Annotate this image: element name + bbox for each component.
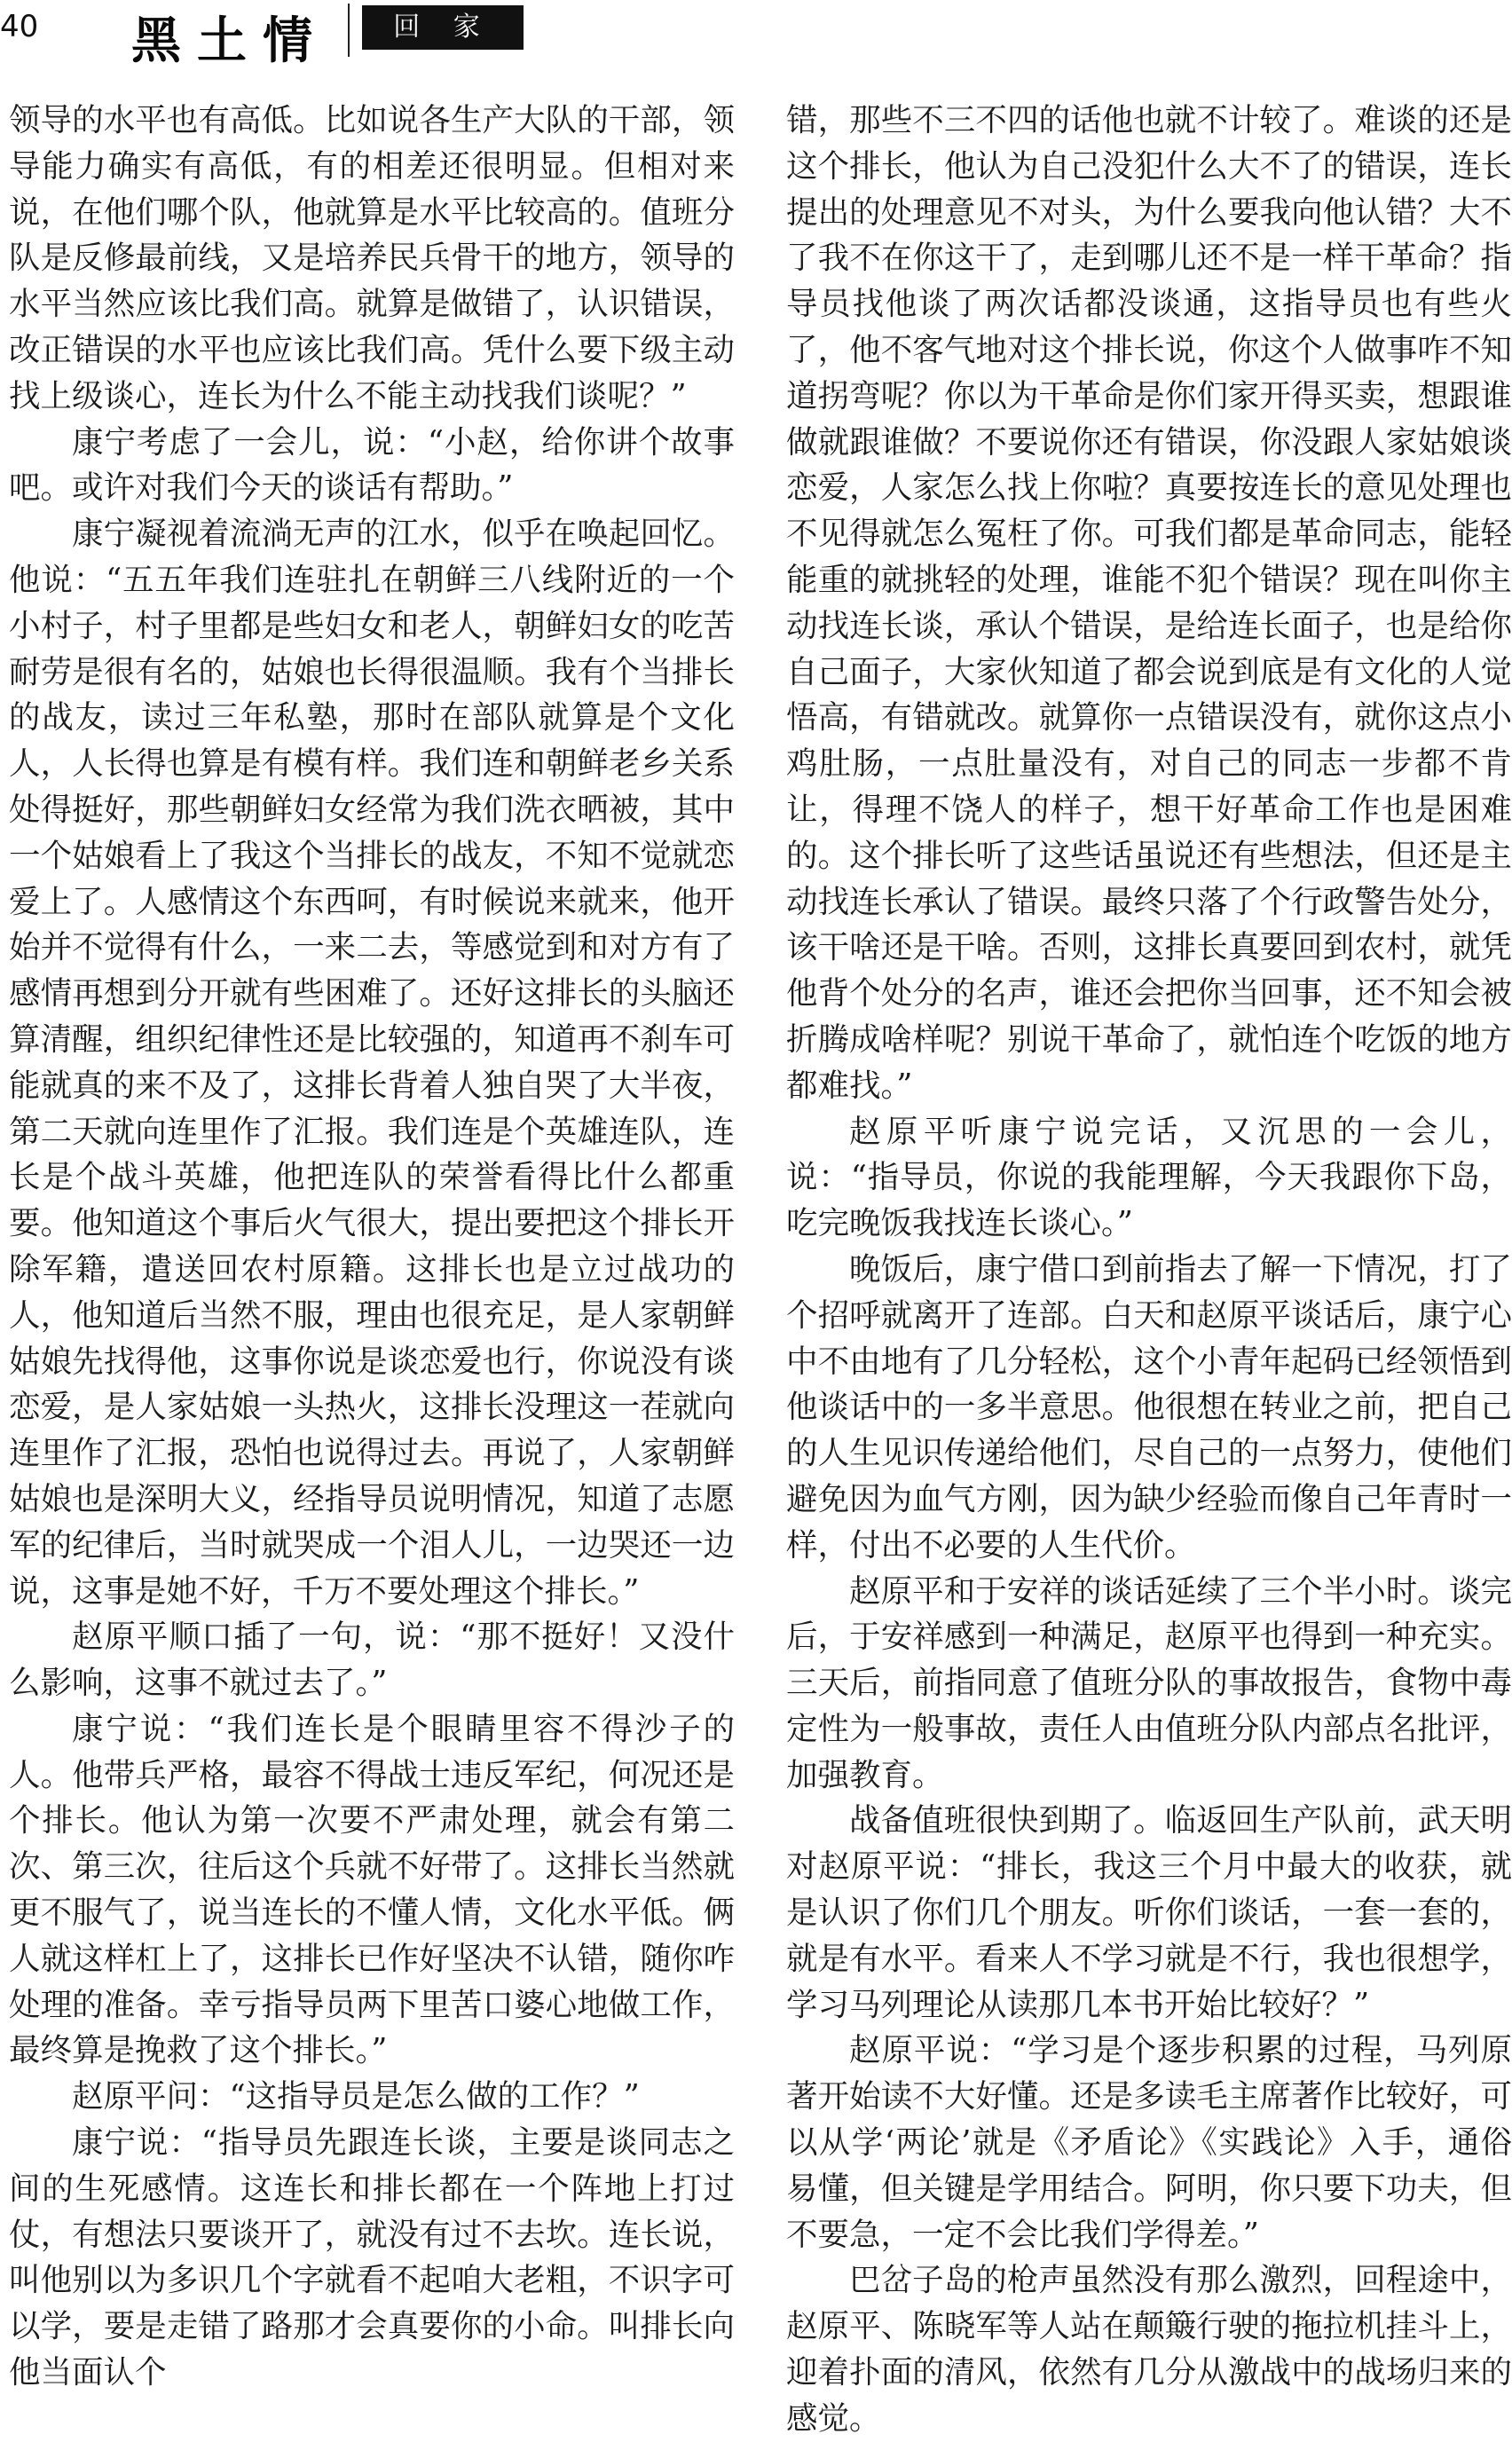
paragraph: 赵原平顺口插了一句，说：“那不挺好！又没什么影响，这事不就过去了。”	[9, 1619, 735, 1702]
page-header	[0, 0, 1508, 71]
paragraph: 晚饭后，康宁借口到前指去了解一下情况，打了个招呼就离开了连部。白天和赵原平谈话后，康宁心中不由地有了几分轻松，这个小青年起码已经领悟到他谈话中的一多半意思。他很想在转业之前，把自己的人生见识传递给他们，尽自己的一点努力，使他们避免因为血气方刚，因为缺少经验而像自己年青时一样，付出不必要的人生代价。	[786, 1250, 1512, 1564]
paragraph: 赵原平和于安祥的谈话延续了三个半小时。谈完后，于安祥感到一种满足，赵原平也得到一种充实。三天后，前指同意了值班分队的事故报告，食物中毒定性为一般事故，责任人由值班分队内部点名批评，加强教育。	[786, 1572, 1512, 1793]
page-number: 40	[0, 9, 39, 44]
paragraph: 赵原平问：“这指导员是怎么做的工作？”	[72, 2078, 640, 2115]
paragraph: 赵原平说：“学习是个逐步积累的过程，马列原著开始读不大好懂。还是多读毛主席著作比较好，可以从学‘两论’就是《矛盾论》《实践论》入手，通俗易懂，但关键是学用结合。阿明，你只要下功夫，但不要急，一定不会比我们学得差。”	[786, 2032, 1512, 2253]
paragraph: 领导的水平也有高低。比如说各生产大队的干部，领导能力确实有高低，有的相差还很明显。但相对来说，在他们哪个队，他就算是水平比较高的。值班分队是反修最前线，又是培养民兵骨干的地方，领导的水平当然应该比我们高。就算是做错了，认识错误，改正错误的水平也应该比我们高。凭什么要下级主动找上级谈心，连长为什么不能主动找我们谈呢？”	[9, 102, 735, 414]
paragraph: 战备值班很快到期了。临返回生产队前，武天明对赵原平说：“排长，我这三个月中最大的收获，就是认识了你们几个朋友。听你们谈话，一套一套的，就是有水平。看来人不学习就是不行，我也很想学，学习马列理论从读那几本书开始比较好？”	[786, 1802, 1512, 2023]
left-column	[9, 98, 735, 2391]
paragraph: 错，那些不三不四的话他也就不计较了。难谈的还是这个排长，他认为自己没犯什么大不了的错误，连长提出的处理意见不对头，为什么要我向他认错？大不了我不在你这干了，走到哪儿还不是一样干革命？指导员找他谈了两次话都没谈通，这指导员也有些火了，他不客气地对这个排长说，你这个人做事咋不知道拐弯呢？你以为干革命是你们家开得买卖，想跟谁做就跟谁做？不要说你还有错误，你没跟人家姑娘谈恋爱，人家怎么找上你啦？真要按连长的意见处理也不见得就怎么冤枉了你。可我们都是革命同志，能轻能重的就挑轻的处理，谁能不犯个错误？现在叫你主动找连长谈，承认个错误，是给连长面子，也是给你自己面子，大家伙知道了都会说到底是有文化的人觉悟高，有错就改。就算你一点错误没有，就你这点小鸡肚肠，一点肚量没有，对自己的同志一步都不肯让，得理不饶人的样子，想干好革命工作也是困难的。这个排长听了这些话虽说还有些想法，但还是主动找连长承认了错误。最终只落了个行政警告处分，该干啥还是干啥。否则，这排长真要回到农村，就凭他背个处分的名声，谁还会把你当回事，还不知会被折腾成啥样呢？别说干革命了，就怕连个吃饭的地方都难找。”	[786, 102, 1512, 1104]
section-label: 回 家	[362, 5, 524, 50]
magazine-title: 黑土情	[131, 12, 328, 70]
right-column	[786, 98, 1512, 2437]
paragraph: 康宁说：“指导员先跟连长谈，主要是谈同志之间的生死感情。这连长和排长都在一个阵地上打过仗，有想法只要谈开了，就没有过不去坎。连长说，叫他别以为多识几个字就看不起咱大老粗，不识字可以学，要是走错了路那才会真要你的小命。叫排长向他当面认个	[9, 2124, 735, 2391]
paragraph: 康宁凝视着流淌无声的江水，似乎在唤起回忆。他说：“五五年我们连驻扎在朝鲜三八线附近的一个小村子，村子里都是些妇女和老人，朝鲜妇女的吃苦耐劳是很有名的，姑娘也长得很温顺。我有个当排长的战友，读过三年私塾，那时在部队就算是个文化人，人长得也算是有模有样。我们连和朝鲜老乡关系处得挺好，那些朝鲜妇女经常为我们洗衣晒被，其中一个姑娘看上了我这个当排长的战友，不知不觉就恋爱上了。人感情这个东西呵，有时候说来就来，他开始并不觉得有什么，一来二去，等感觉到和对方有了感情再想到分开就有些困难了。还好这排长的头脑还算清醒，组织纪律性还是比较强的，知道再不刹车可能就真的来不及了，这排长背着人独自哭了大半夜，第二天就向连里作了汇报。我们连是个英雄连队，连长是个战斗英雄，他把连队的荣誉看得比什么都重要。他知道这个事后火气很大，提出要把这个排长开除军籍，遣送回农村原籍。这排长也是立过战功的人，他知道后当然不服，理由也很充足，是人家朝鲜姑娘先找得他，这事你说是谈恋爱也行，你说没有谈恋爱，是人家姑娘一头热火，这排长没理这一茬就向连里作了汇报，恐怕也说得过去。再说了，人家朝鲜姑娘也是深明大义，经指导员说明情况，知道了志愿军的纪律后，当时就哭成一个泪人儿，一边哭还一边说，这事是她不好，千万不要处理这个排长。”	[9, 516, 735, 1610]
paragraph: 巴岔子岛的枪声虽然没有那么激烈，回程途中，赵原平、陈晓军等人站在颠簸行驶的拖拉机挂斗上，迎着扑面的清风，依然有几分从激战中的战场归来的感觉。	[786, 2262, 1512, 2437]
paragraph: 康宁说：“我们连长是个眼睛里容不得沙子的人。他带兵严格，最容不得战士违反军纪，何况还是个排长。他认为第一次要不严肃处理，就会有第二次、第三次，往后这个兵就不好带了。这排长当然就更不服气了，说当连长的不懂人情，文化水平低。俩人就这样杠上了，这排长已作好坚决不认错，随你咋处理的准备。幸亏指导员两下里苦口婆心地做工作，最终算是挽救了这个排长。”	[9, 1710, 735, 2069]
header-divider	[348, 4, 350, 57]
paragraph: 康宁考虑了一会儿，说：“小赵，给你讲个故事吧。或许对我们今天的谈话有帮助。”	[9, 423, 735, 507]
paragraph: 赵原平听康宁说完话，又沉思的一会儿，说：“指导员，你说的我能理解，今天我跟你下岛，吃完晚饭我找连长谈心。”	[786, 1113, 1512, 1242]
